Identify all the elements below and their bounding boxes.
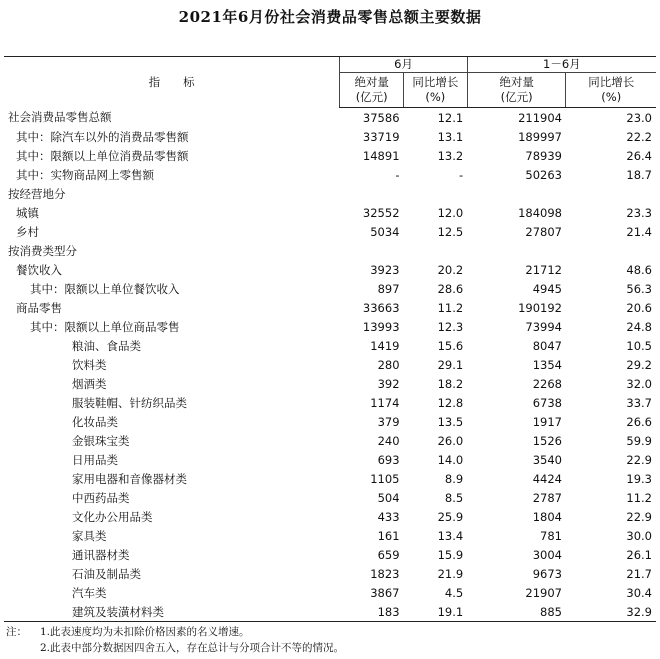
ytd-abs-value: 73994 [525, 319, 562, 334]
table-row [4, 260, 656, 279]
table-row [4, 450, 656, 469]
june-abs-value: 280 [377, 357, 400, 372]
table-row [4, 564, 656, 583]
june-growth-value: 13.4 [437, 528, 464, 543]
retail-sales-table [4, 56, 656, 622]
table-row [4, 507, 656, 526]
ytd-abs-value: 211904 [518, 110, 562, 125]
ytd-abs-value: 2787 [532, 490, 562, 505]
june-growth-value: 15.6 [437, 338, 464, 353]
row-label: 按经营地分 [8, 186, 66, 201]
ytd-growth-value: 18.7 [626, 167, 652, 182]
table-row [4, 241, 656, 260]
ytd-growth-value: 26.4 [626, 148, 652, 163]
june-growth-value: 12.1 [437, 110, 464, 125]
row-label: 家用电器和音像器材类 [72, 471, 187, 486]
june-abs-value: 33719 [362, 129, 400, 144]
ytd-growth-value: 22.2 [626, 129, 652, 144]
row-label: 通讯器材类 [72, 547, 130, 562]
june-abs-value: 433 [377, 509, 400, 524]
ytd-growth-value: 33.7 [626, 395, 652, 410]
june-growth-value: 18.2 [437, 376, 464, 391]
table-row [4, 412, 656, 431]
june-abs-value: 392 [377, 376, 400, 391]
ytd-abs-value [467, 241, 566, 260]
june-growth-value: - [459, 167, 464, 182]
ytd-abs-value [467, 184, 566, 203]
june-growth-value: 8.9 [444, 471, 464, 486]
june-abs-value: - [395, 167, 400, 182]
table-row [4, 336, 656, 355]
june-growth-value: 11.2 [437, 300, 464, 315]
ytd-abs-value: 6738 [532, 395, 562, 410]
june-growth-value: 13.5 [437, 414, 464, 429]
june-abs-value: 161 [377, 528, 400, 543]
row-label: 餐饮收入 [16, 262, 62, 277]
june-growth-value: 19.1 [404, 602, 468, 622]
ytd-growth-header: 同比增长 (%) [566, 73, 656, 108]
row-label: 服装鞋帽、针纺织品类 [72, 395, 187, 410]
ytd-growth-value: 19.3 [626, 471, 652, 486]
june-growth-value [404, 241, 468, 260]
ytd-growth-value: 30.4 [626, 585, 652, 600]
ytd-abs-value: 9673 [532, 566, 562, 581]
table-row [4, 545, 656, 564]
note-lead: 注： [6, 626, 27, 638]
june-growth-value: 26.0 [437, 433, 464, 448]
june-abs-value: 240 [377, 433, 400, 448]
table-row [4, 222, 656, 241]
june-growth-value: 29.1 [437, 357, 464, 372]
row-label: 乡村 [16, 224, 39, 239]
table-notes [6, 624, 656, 656]
table-row [4, 488, 656, 507]
june-abs-value: 13993 [362, 319, 400, 334]
table-row [4, 583, 656, 602]
ytd-abs-value: 21712 [525, 262, 562, 277]
ytd-growth-value: 20.6 [626, 300, 652, 315]
ytd-abs-value: 50263 [525, 167, 562, 182]
ytd-growth-value: 22.9 [626, 509, 652, 524]
table-row [4, 602, 656, 622]
ytd-abs-value: 78939 [525, 148, 562, 163]
june-growth-value: 28.6 [437, 281, 464, 296]
june-growth-value: 4.5 [444, 585, 464, 600]
june-abs-value: 659 [377, 547, 400, 562]
june-growth-value: 13.1 [437, 129, 464, 144]
row-label: 其中：除汽车以外的消费品零售额 [16, 129, 189, 144]
row-label: 化妆品类 [72, 414, 118, 429]
ytd-abs-value: 4945 [532, 281, 562, 296]
ytd-abs-value: 190192 [518, 300, 562, 315]
june-abs-value: 37586 [362, 110, 400, 125]
row-label: 金银珠宝类 [72, 433, 130, 448]
june-abs-value: 5034 [370, 224, 400, 239]
ytd-abs-value: 885 [467, 602, 566, 622]
table-row [4, 127, 656, 146]
table-row [4, 355, 656, 374]
row-label: 石油及制品类 [72, 566, 141, 581]
table-row [4, 374, 656, 393]
row-label: 城镇 [16, 205, 39, 220]
row-label: 其中：限额以上单位消费品零售额 [16, 148, 189, 163]
june-growth-value: 12.8 [437, 395, 464, 410]
june-abs-header: 绝对量 (亿元) [340, 73, 404, 108]
ytd-growth-value: 21.4 [626, 224, 652, 239]
ytd-abs-value: 4424 [532, 471, 562, 486]
table-row [4, 184, 656, 203]
row-label: 建筑及装潢材料类 [4, 602, 340, 622]
ytd-growth-value: 21.7 [626, 566, 652, 581]
ytd-growth-value: 32.9 [566, 602, 656, 622]
ytd-abs-value: 1354 [532, 357, 562, 372]
june-growth-value: 12.3 [437, 319, 464, 334]
table-row [4, 469, 656, 488]
june-growth-value: 12.5 [437, 224, 464, 239]
indicator-header: 指 标 [4, 57, 340, 108]
row-label: 家具类 [72, 528, 107, 543]
june-abs-value: 3923 [370, 262, 400, 277]
ytd-abs-value: 1917 [532, 414, 562, 429]
ytd-growth-value: 56.3 [626, 281, 652, 296]
june-abs-value: 1174 [370, 395, 400, 410]
ytd-growth-value: 22.9 [626, 452, 652, 467]
june-growth-value: 25.9 [437, 509, 464, 524]
ytd-abs-value: 21907 [525, 585, 562, 600]
table-body [4, 108, 656, 622]
ytd-abs-value: 781 [540, 528, 562, 543]
june-abs-value: 32552 [362, 205, 400, 220]
june-abs-value: 693 [377, 452, 400, 467]
june-abs-value: 1419 [370, 338, 400, 353]
ytd-growth-value: 11.2 [626, 490, 652, 505]
ytd-abs-value: 1526 [532, 433, 562, 448]
ytd-growth-value: 30.0 [626, 528, 652, 543]
june-abs-value [340, 184, 404, 203]
june-abs-value: 14891 [362, 148, 400, 163]
ytd-abs-value: 189997 [518, 129, 562, 144]
ytd-growth-value: 23.0 [626, 110, 652, 125]
june-abs-value [340, 241, 404, 260]
ytd-growth-value: 26.6 [626, 414, 652, 429]
ytd-growth-value: 26.1 [626, 547, 652, 562]
row-label: 其中：实物商品网上零售额 [16, 167, 154, 182]
row-label: 社会消费品零售总额 [8, 110, 112, 125]
row-label: 商品零售 [16, 300, 62, 315]
table-row [4, 317, 656, 336]
ytd-abs-value: 2268 [532, 376, 562, 391]
ytd-abs-header: 绝对量 (亿元) [467, 73, 566, 108]
ytd-growth-value: 32.0 [626, 376, 652, 391]
ytd-abs-value: 1804 [532, 509, 562, 524]
row-label: 粮油、食品类 [72, 338, 141, 353]
june-growth-header: 同比增长 (%) [404, 73, 468, 108]
ytd-abs-value: 3540 [532, 452, 562, 467]
ytd-abs-value: 3004 [532, 547, 562, 562]
row-label: 按消费类型分 [8, 243, 77, 258]
ytd-growth-value: 23.3 [626, 205, 652, 220]
row-label: 中西药品类 [72, 490, 130, 505]
ytd-abs-value: 184098 [518, 205, 562, 220]
ytd-period-header: 1－6月 [467, 57, 656, 73]
june-growth-value: 8.5 [444, 490, 464, 505]
june-growth-value: 13.2 [437, 148, 464, 163]
june-abs-value: 1105 [370, 471, 400, 486]
table-row [4, 393, 656, 412]
page-title: 2021年6月份社会消费品零售总额主要数据 [178, 8, 482, 26]
row-label: 其中：限额以上单位餐饮收入 [30, 281, 180, 296]
june-abs-value: 33663 [362, 300, 400, 315]
june-period-header: 6月 [340, 57, 467, 73]
ytd-abs-value: 27807 [525, 224, 562, 239]
table-row [4, 431, 656, 450]
june-abs-value: 1823 [370, 566, 400, 581]
table-row [4, 108, 656, 128]
row-label: 汽车类 [72, 585, 107, 600]
june-abs-value: 897 [377, 281, 400, 296]
ytd-growth-value: 48.6 [626, 262, 652, 277]
june-growth-value: 20.2 [437, 262, 464, 277]
june-growth-value: 12.0 [437, 205, 464, 220]
row-label: 烟酒类 [72, 376, 107, 391]
ytd-growth-value: 59.9 [626, 433, 652, 448]
june-growth-value [404, 184, 468, 203]
note-text-2: 2.此表中部分数据因四舍五入，存在总计与分项合计不等的情况。 [40, 642, 345, 654]
note-row-1 [6, 624, 656, 640]
ytd-growth-value [566, 241, 656, 260]
ytd-growth-value [566, 184, 656, 203]
table-row [4, 279, 656, 298]
ytd-growth-value: 10.5 [626, 338, 652, 353]
june-growth-value: 15.9 [437, 547, 464, 562]
row-label: 文化办公用品类 [72, 509, 153, 524]
ytd-growth-value: 29.2 [626, 357, 652, 372]
note-row-2 [6, 640, 656, 656]
row-label: 其中：限额以上单位商品零售 [30, 319, 180, 334]
table-row [4, 526, 656, 545]
june-growth-value: 21.9 [437, 566, 464, 581]
row-label: 饮料类 [72, 357, 107, 372]
june-abs-value: 504 [377, 490, 400, 505]
note-text-1: 1.此表速度均为未扣除价格因素的名义增速。 [40, 626, 250, 638]
table-row [4, 298, 656, 317]
table-row [4, 146, 656, 165]
table-row [4, 165, 656, 184]
june-growth-value: 14.0 [437, 452, 464, 467]
ytd-abs-value: 8047 [532, 338, 562, 353]
row-label: 日用品类 [72, 452, 118, 467]
ytd-growth-value: 24.8 [626, 319, 652, 334]
table-row [4, 203, 656, 222]
june-abs-value: 379 [377, 414, 400, 429]
june-abs-value: 183 [340, 602, 404, 622]
june-abs-value: 3867 [370, 585, 400, 600]
